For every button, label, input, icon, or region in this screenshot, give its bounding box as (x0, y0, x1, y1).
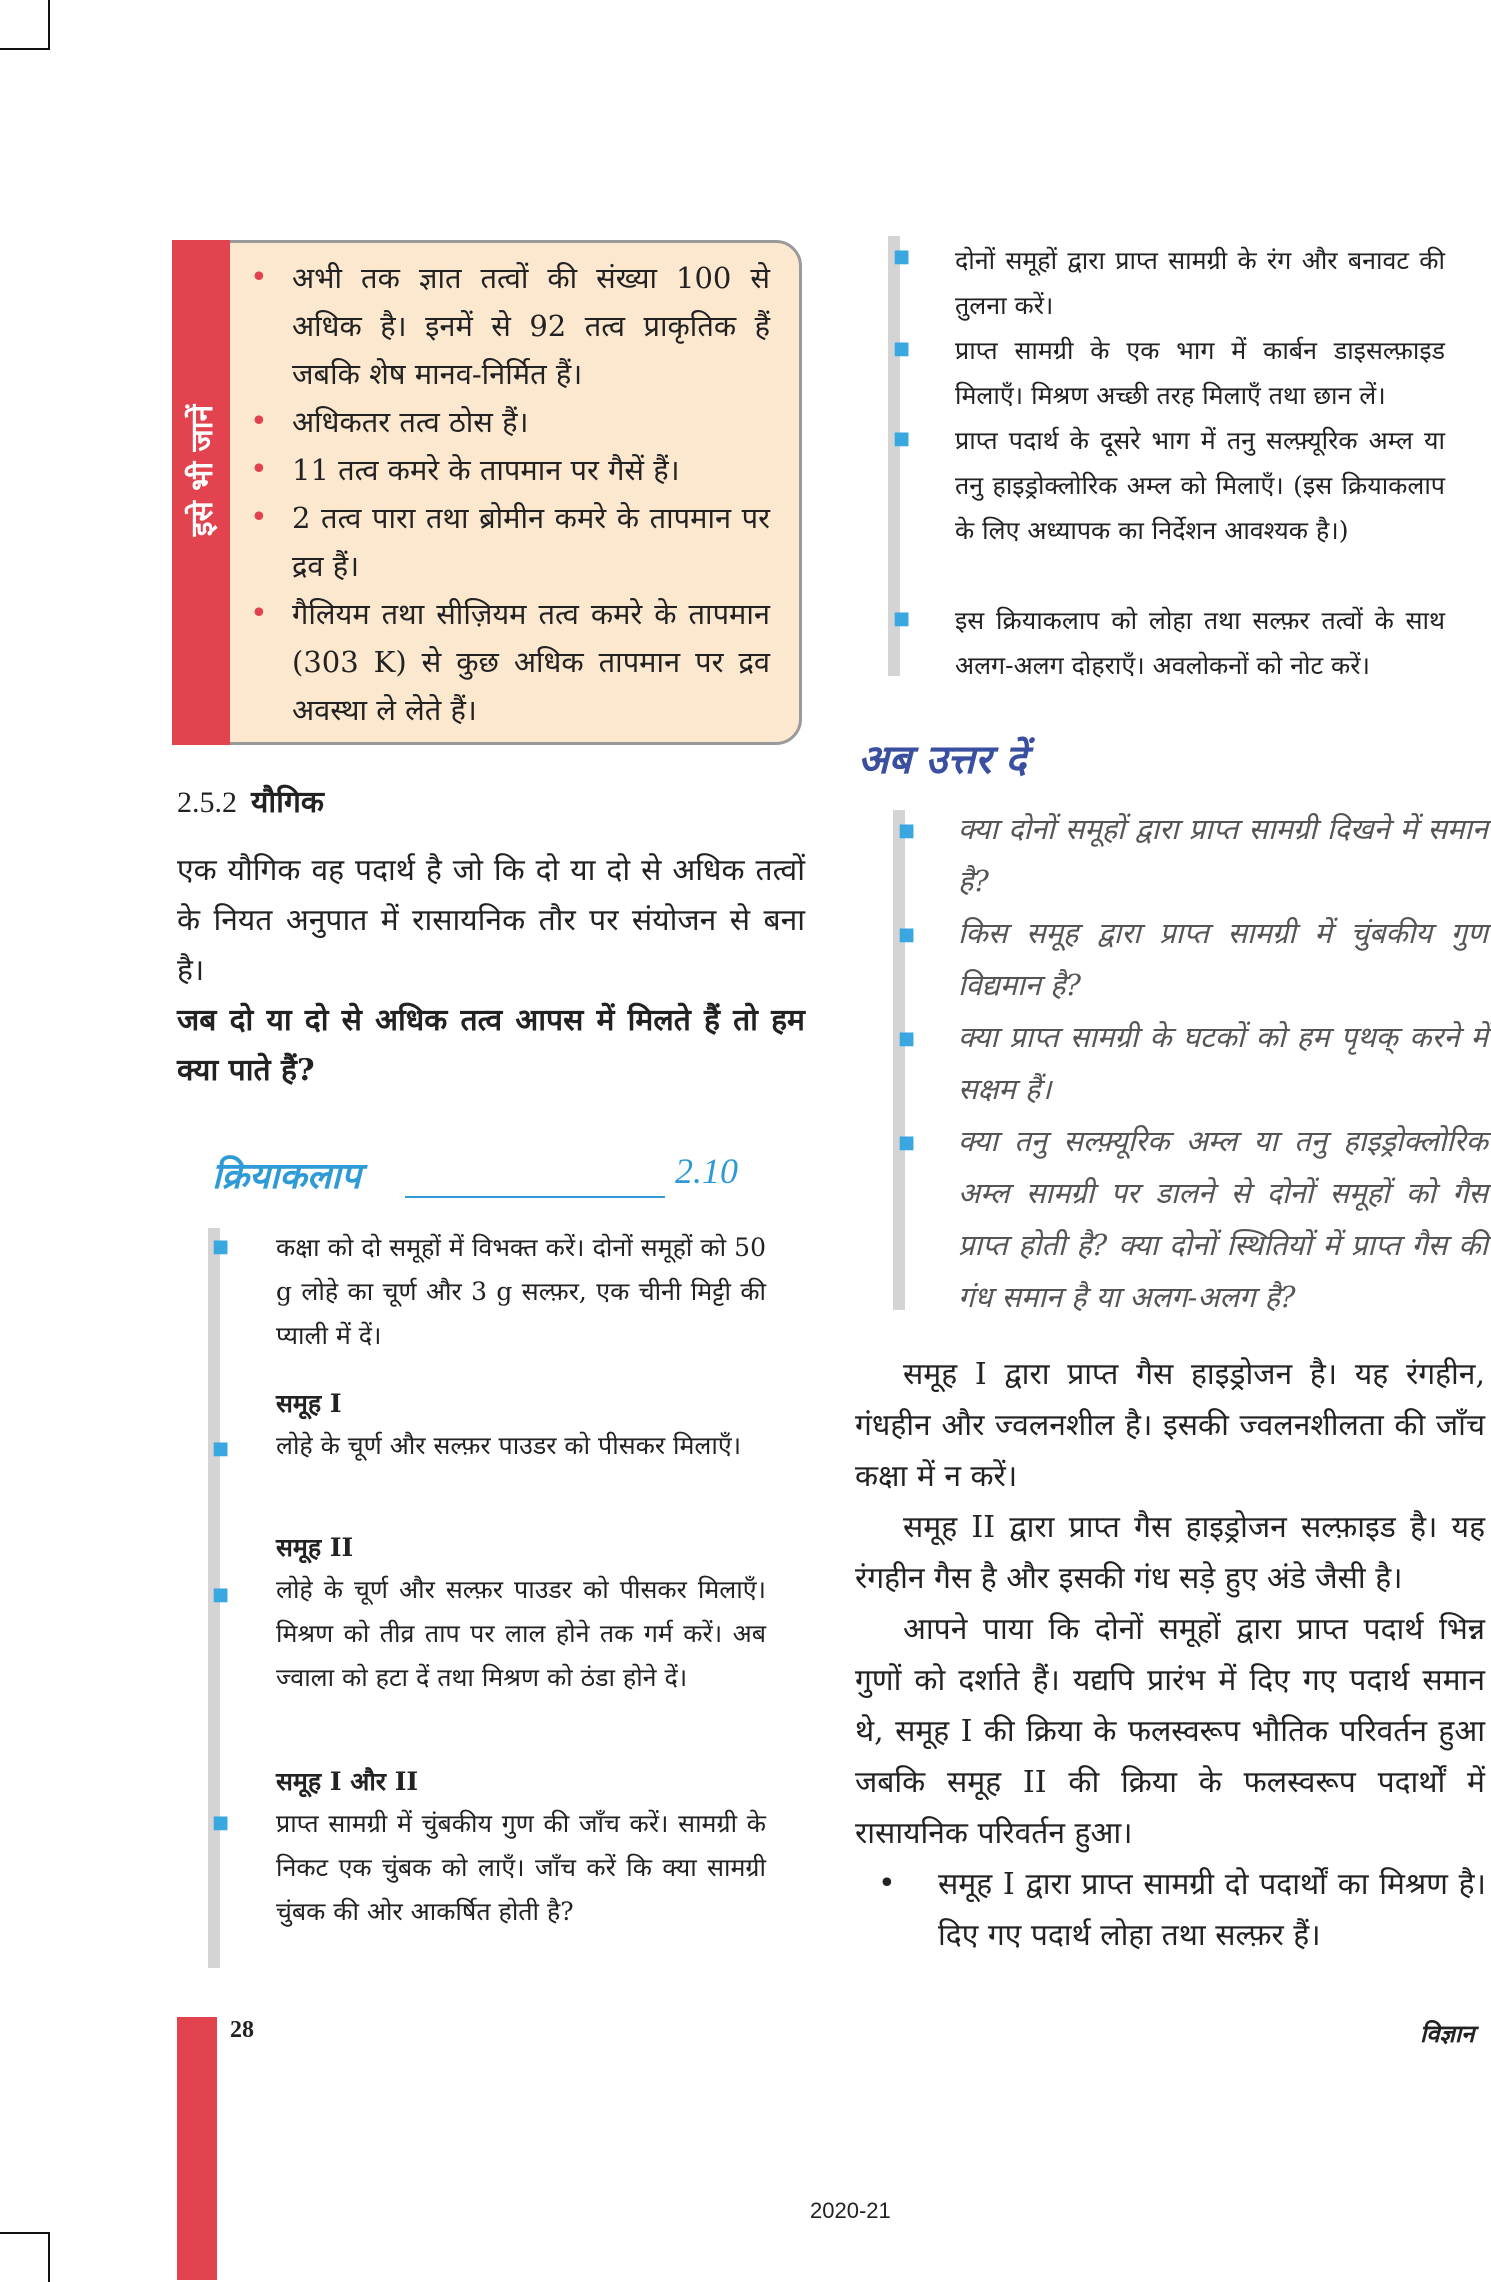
bullet-icon: ■ (212, 1236, 230, 1257)
step-item: प्राप्त पदार्थ के दूसरे भाग में तनु सल्फ़्यूरिक अम्ल या तनु हाइड्रोक्लोरिक अम्ल को मिलाएँ। (इस क्रियाकलाप के लिए अध्यापक का निर्देशन आवश्यक है।) (955, 426, 1445, 545)
bullet-icon: ■ (893, 608, 911, 629)
bullet-icon: ■ (898, 1028, 916, 1049)
info-item: • 11 तत्व कमरे के तापमान पर गैसें हैं। (250, 452, 680, 487)
group-1-2-title: समूह I और II (276, 1767, 419, 1796)
question-item: क्या तनु सल्फ़्यूरिक अम्ल या तनु हाइड्रोक्लोरिक अम्ल सामग्री पर डालने से दोनों समूहों को गैस प्राप्त होती है? क्या दोनों स्थितियों में प्राप्त गैस की गंध समान है या अलग-अलग है? (958, 1124, 1488, 1314)
edition-year: 2020-21 (810, 2198, 891, 2223)
page-number: 28 (230, 2017, 254, 2043)
bullet-icon: • (878, 1866, 896, 1901)
bullet-icon: ■ (898, 924, 916, 945)
definition-paragraph: एक यौगिक वह पदार्थ है जो कि दो या दो से अधिक तत्वों के नियत अनुपात में रासायनिक तौर पर संयोजन से बना है। (177, 853, 805, 988)
footer-bar (177, 2017, 217, 2280)
group-1-text: लोहे के चूर्ण और सल्फ़र पाउडर को पीसकर मिलाएँ। (276, 1431, 742, 1460)
info-item: • गैलियम तथा सीज़ियम तत्व कमरे के तापमान (303 K) से कुछ अधिक तापमान पर द्रव अवस्था ले लेते हैं। (250, 596, 770, 727)
group-1-2-text: प्राप्त सामग्री में चुंबकीय गुण की जाँच करें। सामग्री के निकट एक चुंबक को लाएँ। जाँच करें कि क्या सामग्री चुंबक की ओर आकर्षित होती है? (276, 1809, 766, 1926)
info-box-list (250, 254, 770, 734)
activity-rule (405, 1196, 665, 1198)
activity-number: 2.10 (675, 1151, 738, 1191)
crop-mark-top-left (0, 0, 50, 50)
activity-title: क्रियाकलाप (212, 1155, 362, 1197)
bullet-icon: ■ (893, 338, 911, 359)
section-title: यौगिक (251, 785, 324, 820)
body-paragraph: समूह II द्वारा प्राप्त गैस हाइड्रोजन सल्फ़ाइड है। यह रंगहीन गैस है और इसकी गंध सड़े हुए अंडे जैसी है। (855, 1510, 1485, 1596)
step-item: दोनों समूहों द्वारा प्राप्त सामग्री के रंग और बनावट की तुलना करें। (955, 246, 1445, 320)
info-item: • 2 तत्व पारा तथा ब्रोमीन कमरे के तापमान पर द्रव हैं। (250, 500, 770, 583)
section-number: 2.5.2 (177, 786, 237, 819)
bullet-icon: ■ (898, 820, 916, 841)
bullet-icon: ■ (212, 1812, 230, 1833)
step-item: इस क्रियाकलाप को लोहा तथा सल्फ़र तत्वों के साथ अलग-अलग दोहराएँ। अवलोकनों को नोट करें। (955, 606, 1445, 680)
bullet-icon: ■ (898, 1132, 916, 1153)
question-item: क्या दोनों समूहों द्वारा प्राप्त सामग्री दिखने में समान है? (958, 812, 1488, 898)
activity-intro: कक्षा को दो समूहों में विभक्त करें। दोनों समूहों को 50 g लोहे का चूर्ण और 3 g सल्फ़र, एक चीनी मिट्टी की प्याली में दें। (276, 1233, 766, 1350)
info-item: • अधिकतर तत्व ठोस हैं। (250, 404, 529, 439)
questions-side-bar (893, 810, 905, 1310)
group-1-title: समूह I (276, 1389, 342, 1418)
bullet-icon: ■ (893, 246, 911, 267)
bold-question: जब दो या दो से अधिक तत्व आपस में मिलते हैं तो हम क्या पाते हैं? (177, 1003, 805, 1088)
final-bullet-text: समूह I द्वारा प्राप्त सामग्री दो पदार्थों का मिश्रण है। दिए गए पदार्थ लोहा तथा सल्फ़र हैं। (938, 1867, 1486, 1953)
crop-mark-bottom-left (0, 2232, 50, 2282)
question-item: किस समूह द्वारा प्राप्त सामग्री में चुंबकीय गुण विद्यमान है? (958, 916, 1488, 1002)
bullet-icon: ■ (893, 428, 911, 449)
body-paragraph: समूह I द्वारा प्राप्त गैस हाइड्रोजन है। यह रंगहीन, गंधहीन और ज्वलनशील है। इसकी ज्वलनशीलता की जाँच कक्षा में न करें। (855, 1357, 1485, 1494)
answer-heading: अब उत्तर दें (858, 736, 1027, 783)
group-2-title: समूह II (276, 1533, 354, 1562)
step-item: प्राप्त सामग्री के एक भाग में कार्बन डाइसल्फ़ाइड मिलाएँ। मिश्रण अच्छी तरह मिलाएँ तथा छान लें। (955, 336, 1445, 410)
info-item: • अभी तक ज्ञात तत्वों की संख्या 100 से अधिक है। इनमें से 92 तत्व प्राकृतिक हैं जबकि शेष मानव-निर्मित हैं। (250, 260, 770, 391)
bullet-icon: ■ (212, 1438, 230, 1459)
book-title: विज्ञान (1420, 2019, 1475, 2048)
group-2-text: लोहे के चूर्ण और सल्फ़र पाउडर को पीसकर मिलाएँ। मिश्रण को तीव्र ताप पर लाल होने तक गर्म करें। अब ज्वाला को हटा दें तथा मिश्रण को ठंडा होने दें। (276, 1575, 766, 1692)
question-item: क्या प्राप्त सामग्री के घटकों को हम पृथक् करने में सक्षम हैं। (958, 1020, 1488, 1106)
section-heading (177, 780, 324, 821)
bullet-icon: ■ (212, 1584, 230, 1605)
body-paragraph: आपने पाया कि दोनों समूहों द्वारा प्राप्त पदार्थ भिन्न गुणों को दर्शाते हैं। यद्यपि प्रारंभ में दिए गए पदार्थ समान थे, समूह I की क्रिया के फलस्वरूप भौतिक परिवर्तन हुआ जबकि समूह II की क्रिया के फलस्वरूप पदार्थों में रासायनिक परिवर्तन हुआ। (855, 1612, 1485, 1851)
info-box-tab-label: इसे भी जानें (185, 404, 221, 536)
